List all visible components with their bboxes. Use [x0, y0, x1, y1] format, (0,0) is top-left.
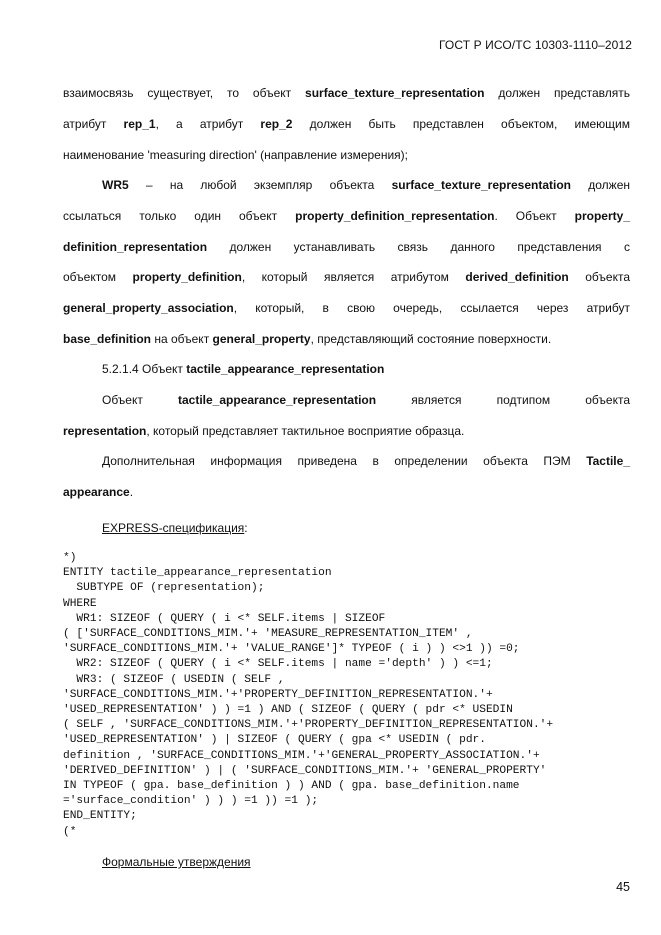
paragraph-line: base_definition на объект general_property, представляющий состояние поверхности. — [63, 332, 552, 346]
paragraph-line: general_property_association, который, в свою очередь, ссылается через атрибут — [63, 301, 630, 315]
paragraph-line: ссылаться только один объект property_definition_representation. Объект property_ — [63, 209, 630, 223]
section-heading: 5.2.1.4 Объект tactile_appearance_representation — [102, 362, 385, 376]
paragraph-line: representation, который представляет тактильное восприятие образца. — [63, 424, 465, 438]
express-spec-heading: EXPRESS-спецификация: — [102, 521, 248, 535]
paragraph-line: объектом property_definition, который является атрибутом derived_definition объекта — [63, 270, 631, 284]
paragraph-line: appearance. — [63, 485, 134, 499]
document-code-header: ГОСТ Р ИСО/ТС 10303-1110–2012 — [438, 38, 632, 52]
paragraph-line: Дополнительная информация приведена в определении объекта ПЭМ Tactile_ — [102, 454, 630, 468]
paragraph-line: наименование 'measuring direction' (направление измерения); — [63, 148, 409, 162]
paragraph-line: взаимосвязь существует, то объект surface_texture_representation должен представлять — [63, 86, 630, 100]
paragraph-line: definition_representation должен устанавливать связь данного представления с — [63, 240, 630, 254]
paragraph-line: атрибут rep_1, а атрибут rep_2 должен быть представлен объектом, имеющим — [63, 117, 630, 131]
express-code-block: *) ENTITY tactile_appearance_representation SUBTYPE OF (representation); WHERE WR1: SIZEOF ( QUERY ( i <* SELF.items | SIZEOF ( ['SURFACE_CONDITIONS_MIM.'+ 'MEASURE_REPRESENTATION_ITEM' , 'SURFACE_CONDITIONS_MIM.'+ 'VALUE_RANGE']* TYPEOF ( i ) ) <>1 )) =0; WR2: SIZEOF ( QUERY ( i <* SELF.items | name ='depth' ) ) <=1; WR3: ( SIZEOF ( USEDIN ( SELF , 'SURFACE_CONDITIONS_MIM.'+'PROPERTY_DEFINITION_REPRESENTATION.'+ 'USED_REPRESENTATION' ) ) =1 ) AND ( SIZEOF ( QUERY ( pdr <* USEDIN ( SELF , 'SURFACE_CONDITIONS_MIM.'+'PROPERTY_DEFINITION_REPRESENTATION.'+ 'USED_REPRESENTATION' ) | SIZEOF ( QUERY ( gpa <* USEDIN ( pdr. definition , 'SURFACE_CONDITIONS_MIM.'+'GENERAL_PROPERTY_ASSOCIATION.'+ 'DERIVED_DEFINITION' ) | ( 'SURFACE_CONDITIONS_MIM.'+ 'GENERAL_PROPERTY' IN TYPEOF ( gpa. base_definition ) ) AND ( gpa. base_definition.name ='surface_condition' ) ) ) =1 )) =1 ); END_ENTITY; (* — [63, 552, 554, 838]
wr5-rule-line: WR5 – на любой экземпляр объекта surface_texture_representation должен — [102, 178, 631, 192]
formal-statements-heading: Формальные утверждения — [102, 855, 251, 869]
page-number: 45 — [616, 880, 630, 894]
paragraph-line: Объект tactile_appearance_representation является подтипом объекта — [102, 393, 630, 407]
